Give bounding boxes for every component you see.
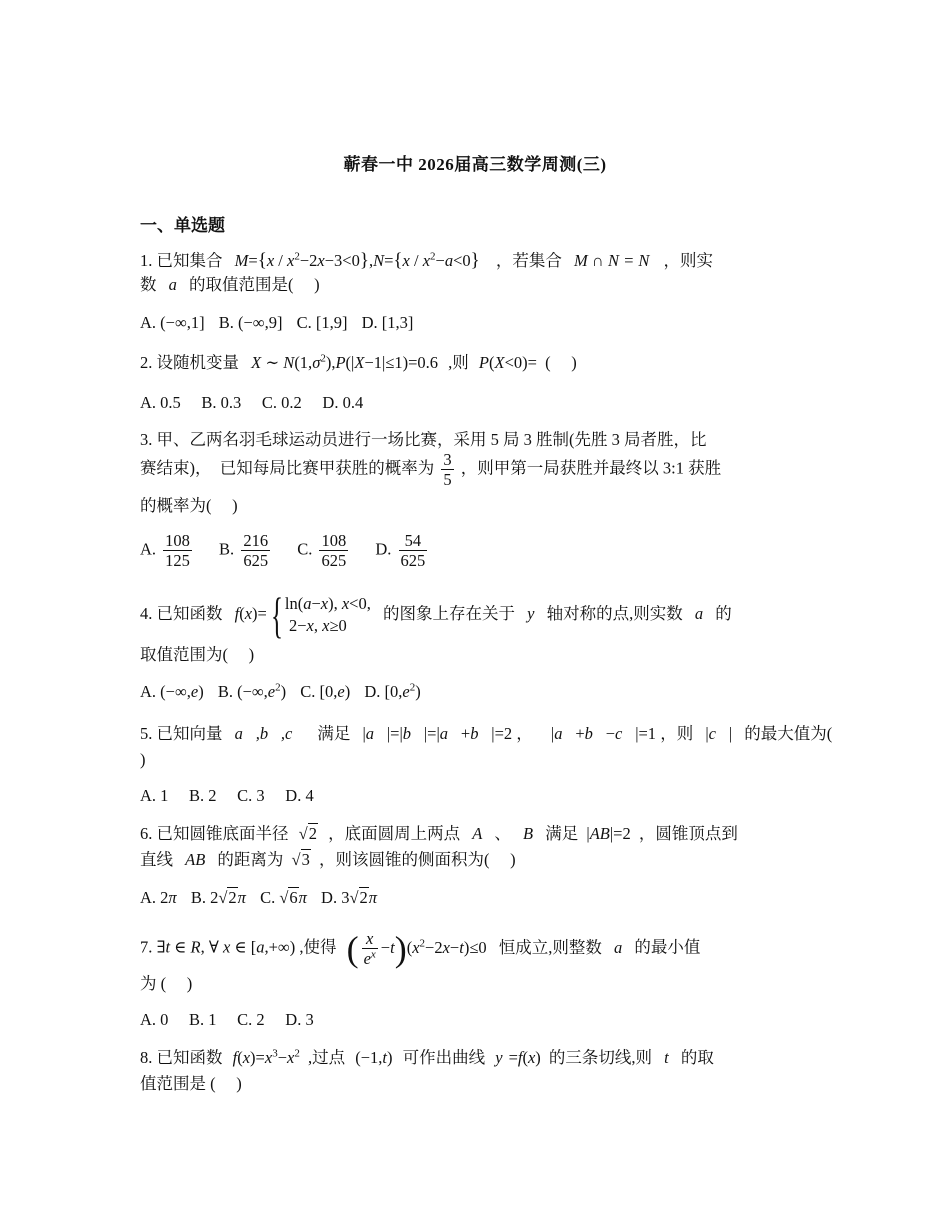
question-7-line-2: 为 ( ) [140, 974, 193, 993]
q1-set-m: $M=\{x / x^2-2x-3<0\},N=\{x / x^2-a<0\}$ [234, 250, 480, 271]
option-a: A. [140, 313, 157, 332]
q3-text: 赛结束)， 已知每局比赛甲获胜的概率为 [140, 458, 435, 478]
q2-text: ,则 [448, 353, 469, 372]
option-b: B. [219, 539, 235, 559]
option-d: D. [321, 888, 338, 907]
option-a: A. [140, 682, 157, 701]
question-1-line-1 [140, 250, 713, 273]
q5-text: 5. 已知向量 [140, 724, 223, 743]
option-c: C. [300, 682, 316, 701]
q7-text: 恒成立,则整数 [498, 937, 602, 957]
q5-text: 的最大值为( [744, 724, 833, 743]
q2-text: 2. 设随机变量 [140, 353, 239, 372]
question-4-options: A. (−∞,e) B. $(-\infty,e^2)$ C. [0,e) D. $[0,e^2)$ [140, 681, 421, 701]
question-6-line-1: 6. 已知圆锥底面半径 √2 ，底面圆周上两点 A 、 B 满足 |AB|=2 ，圆锥顶点到 [140, 824, 738, 843]
question-2-options: A. 0.5 B. 0.3 C. 0.2 D. 0.4 [140, 393, 364, 412]
section-heading: 一、单选题 [140, 216, 225, 235]
option-b: B. [218, 313, 234, 332]
question-4-line-1: 4. 已知函数 f(x)={ ln(a−x), x<0, 2−x, x≥0 的图象上存在关于 y 轴对称的点,则实数 a 的 [140, 587, 732, 643]
q8-text: ,过点 [307, 1048, 346, 1067]
q7-inequality: ( $\frac{x}{e^x}$ $-t)(x^2-2x-t)\le 0$ [346, 928, 487, 969]
question-4-line-2: 取值范围为( ) [140, 645, 255, 664]
page-title: 蕲春一中 2026届高三数学周测(三) [343, 155, 607, 174]
q2-formula: X ∼ $N(1,\sigma^2),P(|X-1|\le 1)=0.6$ [251, 352, 439, 372]
question-3-options: A. $\frac{108}{125}$ B. $\frac{216}{625}$ C. $\frac{108}{625}$ D. $\frac{54}{625}$ [140, 531, 426, 571]
q1-text: 的取值范围是( ) [189, 275, 320, 294]
q1-text: ，则实 [663, 251, 713, 270]
q4-text: 的 [715, 603, 732, 623]
question-7-line-1: 7. ∃t ∈ R, ∀ x ∈ [a,+∞) ,使得 ( $\frac{x}{e^x}$ $-t)(x^2-2x-t)\le 0$ 恒成立,则整数 a 的最小值 [140, 928, 701, 969]
q5-condition-2: |a⃗+b⃗−c⃗|=1 [550, 724, 657, 743]
q6-text: ，则该圆锥的侧面积为( ) [318, 850, 516, 869]
question-6-line-2: 直线 AB 的距离为 √3 ，则该圆锥的侧面积为( ) [140, 850, 516, 869]
question-1-options: A. (−∞,1] B. (−∞,9] C. [1,9] D. [1,3] [140, 313, 414, 332]
q8-text: 的三条切线,则 [548, 1048, 653, 1067]
q1-text: 数 [140, 275, 157, 294]
option-b: B. [217, 682, 233, 701]
q7-quantifier: ∃t ∈ R, ∀ x ∈ [a,+∞) [156, 937, 296, 957]
option-c: C. [297, 539, 313, 559]
q6-text: 的距离为 [217, 850, 284, 869]
question-2-line-1 [140, 353, 577, 373]
q1-condition: M ∩ N = N [574, 251, 650, 270]
question-3-line-1: 3. 甲、乙两名羽毛球运动员进行一场比赛，采用 5 局 3 胜制(先胜 3 局者胜，比 [140, 430, 707, 449]
question-7-options: A. 0 B. 1 C. 2 D. 3 [140, 1010, 314, 1029]
q8-text: 可作出曲线 [402, 1048, 486, 1067]
piecewise-cases: ln(a−x), x<0, 2−x, x≥0 [284, 593, 371, 635]
q8-text: 的取 [680, 1048, 714, 1067]
question-8-line-2: 值范围是 ( ) [140, 1074, 242, 1093]
q5-text: ，则 [660, 724, 694, 743]
question-3-line-3: 的概率为( ) [140, 496, 238, 515]
option-c: C. [296, 313, 312, 332]
question-8-line-1: 8. 已知函数 $f(x)=x^3-x^2$ ,过点 (−1,t) 可作出曲线 y =f(x) 的三条切线,则 t 的取 [140, 1047, 714, 1067]
q4-text: 轴对称的点,则实数 [546, 603, 683, 623]
option-a: A. [140, 888, 157, 907]
q6-text: 直线 [140, 850, 173, 869]
option-d: D. [361, 313, 378, 332]
q8-function: $f(x)=x^3-x^2$ [232, 1047, 300, 1067]
question-5-options: A. 1 B. 2 C. 3 D. 4 [140, 786, 314, 805]
option-d: D. [375, 539, 392, 559]
q4-text: 4. 已知函数 [140, 603, 223, 623]
q2-target: P(X<0)= [478, 353, 537, 372]
option-c: C. [260, 888, 276, 907]
question-6-options: A. 2π B. 2√2π C. √6π D. 3√2π [140, 888, 378, 907]
q4-text: 的图象上存在关于 [382, 603, 515, 623]
question-5-line-2: ) [140, 750, 146, 769]
q8-text: 8. 已知函数 [140, 1048, 223, 1067]
q1-text: ，若集合 [495, 251, 562, 270]
option-a: A. [140, 539, 157, 559]
option-d: D. [364, 682, 381, 701]
q5-condition-1: |a⃗|=|b⃗|=|a⃗+b⃗|=2 [362, 724, 513, 743]
q7-text: 7. [140, 937, 153, 957]
option-b: B. [190, 888, 206, 907]
q7-text: 的最小值 [634, 937, 701, 957]
q3-text: ，则甲第一局获胜并最终以 3:1 获胜 [460, 458, 722, 478]
q6-text: 、 [494, 824, 511, 843]
question-3-line-2 [140, 451, 721, 489]
q6-text: 6. 已知圆锥底面半径 [140, 824, 289, 843]
q7-text: ,使得 [299, 937, 337, 957]
q6-text: 满足 [545, 824, 579, 843]
q6-text: ，圆锥顶点到 [638, 824, 738, 843]
q5-text: ， [516, 724, 533, 743]
question-5-line-1: 5. 已知向量 a⃗,b⃗,c⃗ 满足 |a⃗|=|b⃗|=|a⃗+b⃗|=2 ， |a⃗+b⃗−c⃗|=1 ，则 |c⃗| 的最大值为( [140, 724, 833, 743]
q6-text: ，底面圆周上两点 [328, 824, 461, 843]
q2-text: ( ) [545, 353, 577, 372]
q5-text: 满足 [317, 724, 351, 743]
question-1-line-2: 数 a 的取值范围是( ) [140, 275, 320, 294]
fraction: $\frac{3}{5}$ [443, 450, 452, 490]
q1-text: 1. 已知集合 [140, 251, 223, 270]
q4-function: f(x)= [234, 603, 267, 623]
